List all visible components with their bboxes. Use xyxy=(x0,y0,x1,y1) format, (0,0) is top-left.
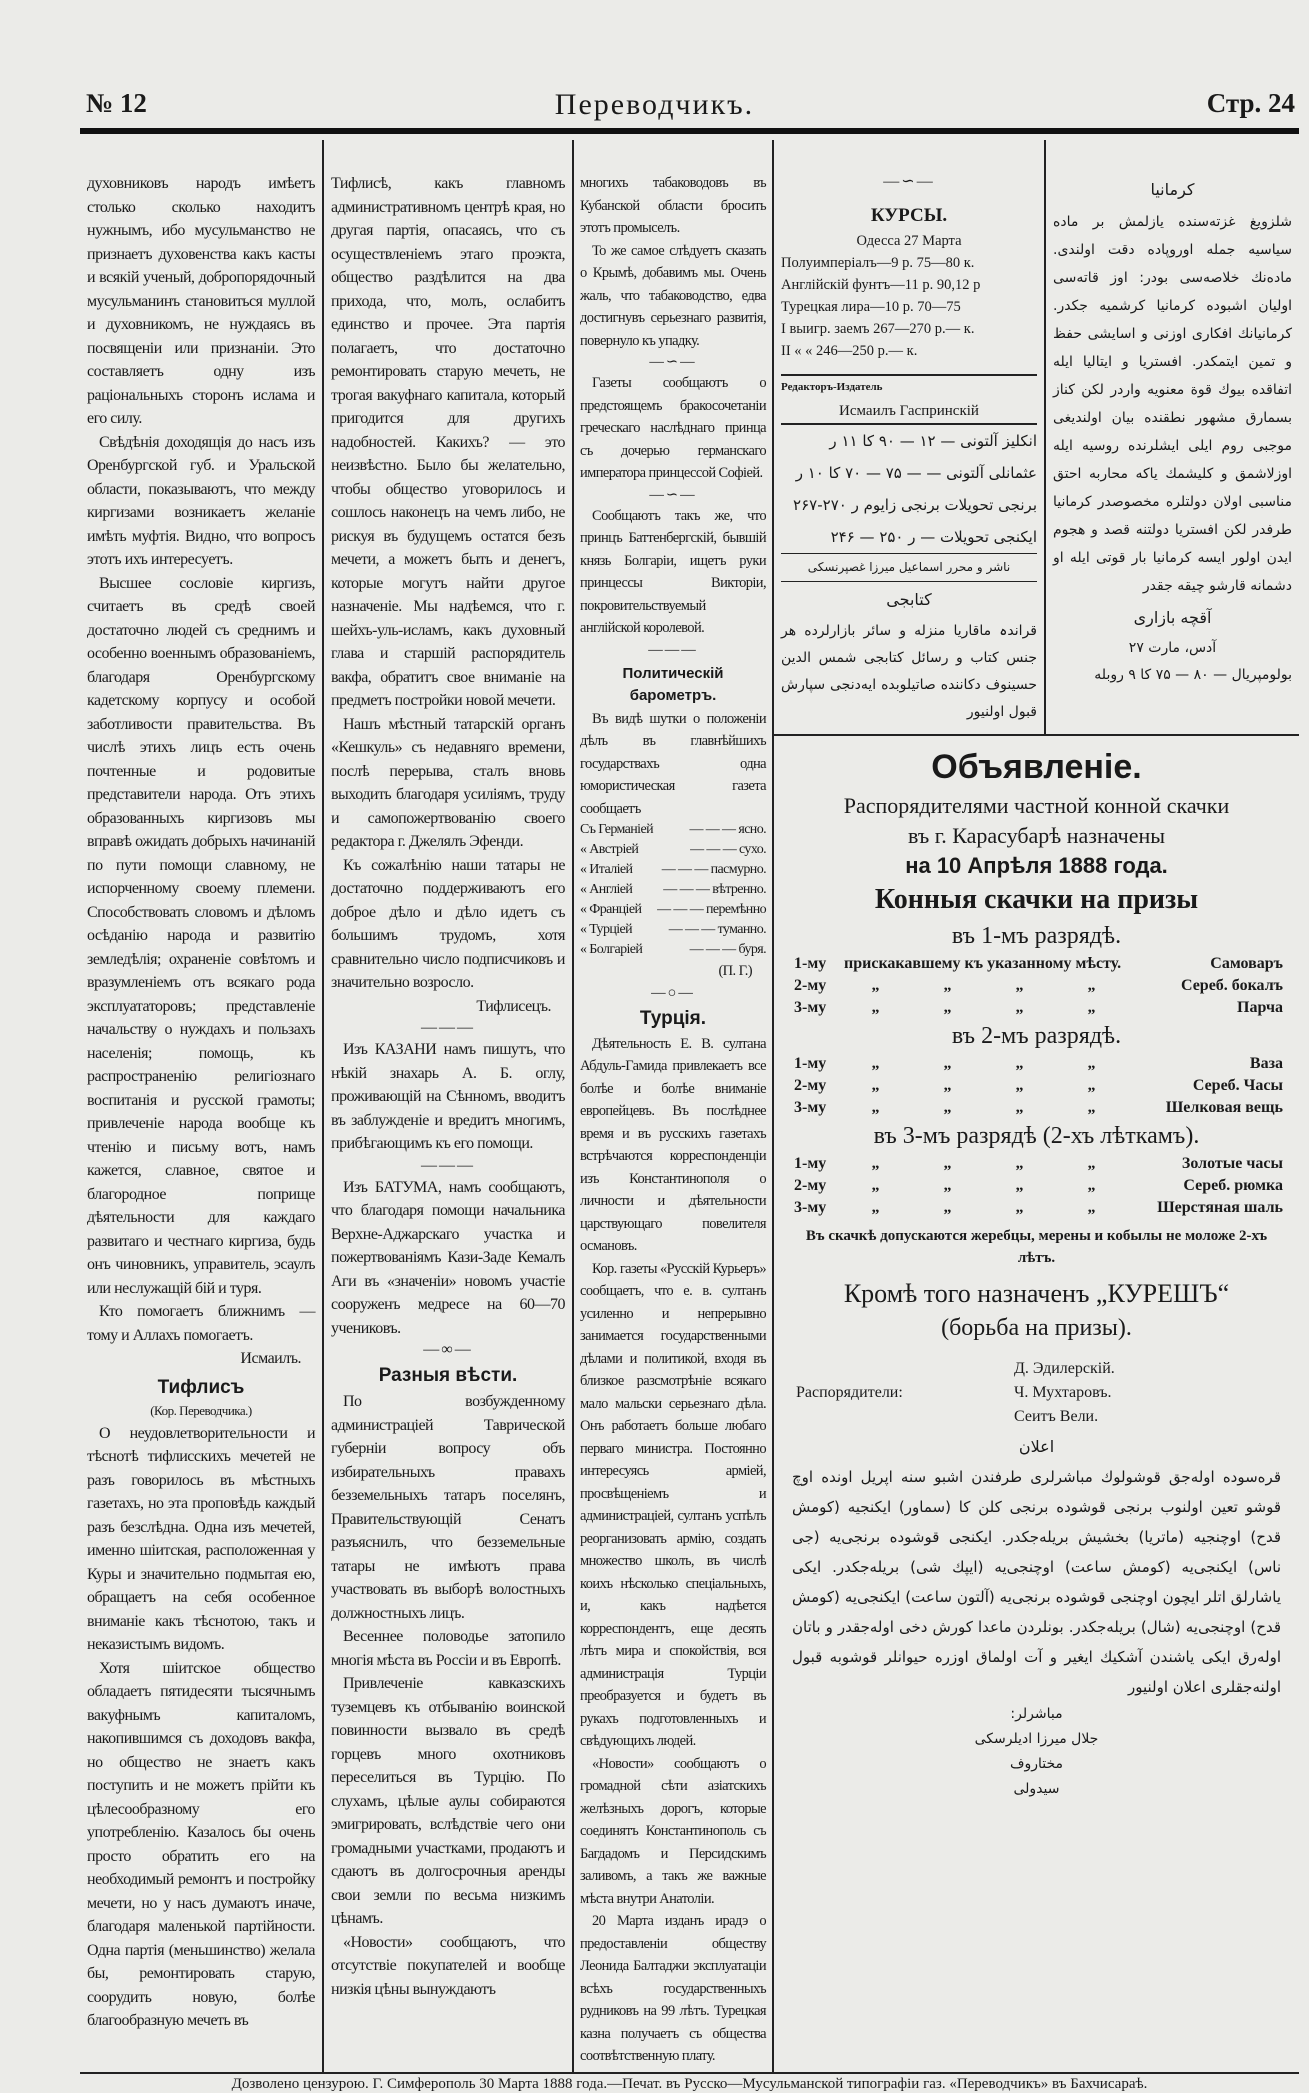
germany-text: شلزویغ غزته‌سنده یازلمش بر ماده سیاسیه جمله اوروپاده دقت اولندی. ماده‌نك خلاصه‌سی بودر: اوز قاته‌سی اولیان اشبوده کرمانیا کرشمیه جکدر. کرمانیانك افکاری اوزنی و اسایشی حفظ و تمین ایتمکدر. افستریا و ایتالیا ایله اتفاقده بیوك قوة معنویه واردر لکن کناز بسمارق مشهور نطقنده بیان اولندیغی موجبی روم ایلی ایشلرنده روسیه ایله اوزلاشمق و کلیشمك یاکه محاربه احتق مناسبی اولان دولتلره مخصوصدر کرمانیا طرفدر لکن افستریا دولتنه قصد و هجوم ایدن اولور ایسه کرمانیا بار قوتی ایله او دشمانه قارشو چیقه جقدر xyxy=(1053,213,1292,594)
article-text: Весеннее половодье затопило многія мѣста въ Россіи и въ Европѣ. xyxy=(331,1628,565,1669)
column-1 xyxy=(80,140,322,2072)
prize: Самоваръ xyxy=(1210,954,1283,972)
section-divider: —∽— xyxy=(649,486,697,503)
prize-row xyxy=(782,1197,1291,1219)
column-2 xyxy=(322,140,572,2072)
signature: Исмаилъ. xyxy=(240,1350,301,1367)
article-text: 20 Марта изданъ ирадэ о предоставленіи обществу Леонида Балтаджи эксплуатаціи всѣхъ государственныхъ рудниковъ на 99 лѣтъ. Турецкая казна получаетъ съ общества соотвѣтственную плату. xyxy=(580,1913,766,2064)
announcement-intro: Распорядителями частной конной скачки xyxy=(843,792,1230,818)
prize: Сереб. бокалъ xyxy=(1180,976,1283,994)
prize: Парча xyxy=(1237,998,1283,1016)
market-line: بولومپریال — ۸۰ — ۷۵ کا ۹ روبله xyxy=(1094,667,1292,683)
signer: جلال میرزا ادیلرسکی xyxy=(974,1730,1099,1747)
ottoman-rates xyxy=(781,425,1037,553)
article-text: Изъ КАЗАНИ намъ пишутъ, что нѣкій знахарь А. Б. оглу, проживающій на Сѣнномъ, вводитъ въ заблужденіе и вредитъ многимъ, прибѣгающимъ къ его помощи. xyxy=(331,1041,565,1152)
article-heading: Турція. xyxy=(639,1007,707,1029)
signer: سیدولی xyxy=(1013,1780,1060,1797)
weather: — — — сухо. xyxy=(690,842,766,857)
right-section xyxy=(772,140,1299,2072)
organizers-label: Распорядители: xyxy=(796,1383,903,1401)
article-text: Свѣдѣнія доходящія до насъ изъ Оренбургской губ. и Уральской области, показываютъ, что между киргизами возникаетъ желаніе имѣть муфтія. Видно, что вопросъ этотъ ихъ интересуетъ. xyxy=(87,433,315,568)
article-text: Въ видѣ шутки о положеніи дѣлъ въ главнѣйшихъ государствахъ одна юмористическая газета сообщаетъ xyxy=(580,710,766,817)
prize-row xyxy=(782,1053,1291,1075)
weather: — — — пасмурно. xyxy=(661,862,766,877)
article-text: Привлеченіе кавказскихъ туземцевъ къ отбыванію воинской повинности вызвало въ средѣ горцевъ много охотниковъ переселиться въ Турцію. По слухамъ, цѣлые аулы собираются эмигрировать, вслѣдствіе чего они громадными участками, продаютъ и сдаютъ въ долгосрочныя аренды свои земли по весьма низкимъ цѣнамъ. xyxy=(331,1675,565,1927)
bookseller-text: قراندہ ماقاریا منزله و سائر بازارلرده هر جنس کتاب و رسائل کتابجی شمس الدین حسینوف دکاننده صاتیلوبده ایه‌دنجی سپارش قبول اولنیور xyxy=(781,622,1037,720)
rate-row: Турецкая лира—10 р. 70—75 xyxy=(781,299,961,315)
ottoman-rate-row: برنجی تحویلات برنجی زایوم ر ۲۷۰-۲۶۷ xyxy=(793,496,1037,514)
prize-description: „ „ „ „ xyxy=(871,1098,1096,1116)
prize-row xyxy=(782,975,1291,997)
editor-name: Исмаилъ Гаспринскій xyxy=(781,400,1037,426)
ottoman-rate-row: عثمانلی آلتونی — — ۷۵ — ۷۰ کا ۱۰ ر xyxy=(795,464,1037,482)
masthead xyxy=(0,0,1309,140)
kuresh-sub: (борьба на призы). xyxy=(941,1314,1132,1341)
admission-text: Въ скачкѣ допускаются жеребцы, мерены и кобылы не моложе 2-хъ лѣтъ. xyxy=(805,1227,1268,1266)
announcement-date: на 10 Апрѣля 1888 года. xyxy=(905,852,1168,878)
article-heading: Разныя вѣсти. xyxy=(378,1365,518,1386)
races-heading: Конныя скачки на призы xyxy=(874,883,1199,915)
barometer-row xyxy=(580,820,766,840)
article-heading: Политическій барометръ. xyxy=(622,664,724,704)
article-text: духовниковъ народъ имѣетъ столько сколько находитъ нужнымъ, ибо мусульманство не признаетъ духовенства какъ касты и всякій ученый, добропорядочный мусульманинъ становиться муллой и духовникомъ, не нуждаясь въ посвященіи или признаніи. Это составляетъ одну изъ раціональныхъ сторонъ ислама и его силу. xyxy=(87,175,315,427)
column-3 xyxy=(572,140,772,2072)
organizer: Д. Эдилерскій. xyxy=(1014,1359,1115,1377)
country: « Болгаріей xyxy=(580,942,643,957)
announcement xyxy=(774,736,1299,1812)
prize-description: „ „ „ „ xyxy=(871,998,1096,1016)
country: « Турціей xyxy=(580,922,633,937)
country: « Англіей xyxy=(580,882,633,897)
rates-list xyxy=(781,252,1037,362)
country: Съ Германіей xyxy=(580,822,653,837)
section-divider: —○— xyxy=(651,984,695,1001)
prize: Шерстяная шаль xyxy=(1157,1198,1283,1216)
barometer-row xyxy=(580,900,766,920)
section-divider: —∽— xyxy=(883,173,935,190)
place: 3-му xyxy=(794,998,827,1016)
prize: Шелковая вещь xyxy=(1165,1098,1283,1116)
article-text: Кто помогаетъ ближнимъ — тому и Аллахъ помогаетъ. xyxy=(87,1303,315,1344)
place: 1-му xyxy=(794,1154,827,1172)
weather: — — — туманно. xyxy=(668,922,766,937)
section-divider: ——— xyxy=(648,641,698,658)
place: 2-му xyxy=(794,1176,827,1194)
signer: مختاروف xyxy=(1009,1755,1064,1772)
kuresh-line: Кромѣ того назначенъ „КУРЕШЪ“ xyxy=(843,1278,1230,1308)
article-text: «Новости» сообщаютъ о громадной сѣти азіатскихъ желѣзныхъ дорогъ, которые соединятъ Константинополь съ Багдадомъ и Персидскимъ заливомъ, а такъ же важные мѣста внутри Анатоліи. xyxy=(580,1755,766,1907)
signature: Тифлисецъ. xyxy=(476,997,551,1015)
rate-row: Полуимперіалъ—9 р. 75—80 к. xyxy=(781,255,975,271)
prize: Золотые часы xyxy=(1181,1154,1283,1172)
article-text: Тифлисѣ, какъ главномъ административномъ центрѣ края, но другая партія, опасаясь, что съ осуществленіемъ этаго проэкта, общество раздѣлится на два прихода, что, молъ, ослабитъ единство и прочее. Эта партія полагаетъ, что достаточно ремонтировать старую мечеть, не трогая вакуфнаго капитала, который пригодится для другихъ надобностей. Какихъ? — это неизвѣстно. Было бы желательно, чтобы общество уговорилось и сошлось наконецъ на чемъ либо, не рискуя въ будущемъ остатся безъ мечети, а можетъ быть и денегъ, которые могутъ найти другое назначеніе. Мы надѣемся, что г. шейхъ-уль-исламъ, какъ духовный глава и старшій распорядитель вакфа, обратитъ свое вниманіе на предметъ постройки новой мечети. xyxy=(331,175,565,709)
ottoman-announcement-heading: اعلان xyxy=(1018,1436,1055,1456)
place: 2-му xyxy=(794,1076,827,1094)
prize-row xyxy=(782,953,1291,975)
article-text: Нашъ мѣстный татарскій органъ «Кешкуль» съ недавняго времени, послѣ перерыва, сталъ вновь выходить благодаря усиліямъ, труду и самопожертвованію своего редактора г. Джелялъ Эфенди. xyxy=(331,715,565,850)
market-date: آدس، مارت ۲۷ xyxy=(1128,640,1217,656)
rate-row: I выигр. заемъ 267—270 р.— к. xyxy=(781,321,975,337)
category-title: въ 1-мъ разрядѣ. xyxy=(951,922,1122,949)
issue-number: № 12 xyxy=(86,88,147,118)
section-divider: ——— xyxy=(421,1019,475,1036)
prize-categories xyxy=(782,919,1291,1219)
organizer: Сеитъ Вели. xyxy=(1014,1407,1099,1425)
bookseller-heading: کتابجی xyxy=(886,590,932,609)
article-text: По возбужденному администраціей Таврической губерніи вопросу объ избирательныхъ правахъ безземельныхъ татаръ поселянъ, Правительствующій Сенатъ разъяснилъ, что безземельные татары не имѣютъ права участвовать въ выборѣ волостныхъ должностныхъ лицъ. xyxy=(331,1393,565,1622)
announcement-intro: въ г. Карасубарѣ назначены xyxy=(907,822,1166,848)
article-text: О неудовлетворительности и тѣснотѣ тифлисскихъ мечетей не разъ говорилось въ мѣстныхъ газетахъ, но эта проповѣдь каждый разъ безслѣдна. Одна изъ мечетей, именно шіитская, расположенная у Куры и значительно подмытая ею, обращаетъ на себя особенное вниманіе какъ тѣснотою, такъ и неказистымъ видомъ. xyxy=(87,1424,315,1653)
rate-row: Англійскій фунтъ—11 р. 90,12 р xyxy=(781,277,981,293)
weather: — — — ясно. xyxy=(689,822,766,837)
rate-row: II « « 246—250 р.— к. xyxy=(781,343,918,359)
place: 1-му xyxy=(794,1054,827,1072)
prize-row xyxy=(782,1075,1291,1097)
column-4 xyxy=(774,140,1044,734)
prize: Сереб. Часы xyxy=(1192,1076,1283,1094)
section-divider: ——— xyxy=(421,1156,475,1174)
barometer-row xyxy=(580,920,766,940)
right-top xyxy=(774,140,1299,736)
article-text: Высшее сословіе киргизъ, считаетъ въ средѣ своей достаточно людей съ среднимъ и особенно военнымъ образованіемъ, благодаря Оренбургскому кадетскому корпусу и особой заботливости правительства. Въ числѣ этихъ лицъ есть очень почтенные и родовитые представители народа. Отъ этихъ образованныхъ киргизовъ мы вправѣ ожидать добрыхъ начинаній по пути помощи славному, не испорченному своему племени. Способствовать словомъ и дѣломъ осѣданію народа и развитію земледѣлія; охраненіе совѣтомъ и вразумленіемъ отъ всякаго рода эксплуататоровъ; представленіе начальству о нуждахъ и пользахъ населенія; помощь, къ распространенію религіознаго воспитанія и русской грамоты; привлеченіе народа вообще къ чтенію и письму вотъ, намъ кажется, славное, святое и благородное поприще дѣятельности для каждаго развитаго и честнаго киргиза, будь онъ чиновникъ, управитель, эсаулъ или неслужащій бій и туря. xyxy=(87,574,315,1297)
page-body xyxy=(80,140,1299,2072)
place: 1-му xyxy=(794,954,827,972)
barometer-row xyxy=(580,940,766,960)
category-title: въ 2-мъ разрядѣ. xyxy=(951,1022,1122,1049)
barometer-row xyxy=(580,880,766,900)
barometer-row xyxy=(580,840,766,860)
section-divider: —∽— xyxy=(649,354,697,370)
weather: — — — буря. xyxy=(689,942,766,957)
country: « Австріей xyxy=(580,842,639,857)
signers-label: مباشرلر: xyxy=(1010,1705,1063,1722)
prize-row xyxy=(782,1153,1291,1175)
publisher-line: ناشر و محرر اسماعیل میرزا غصپرنسکی xyxy=(781,553,1037,582)
header-rule xyxy=(80,128,1299,134)
page-number: Стр. 24 xyxy=(1206,88,1295,118)
place: 3-му xyxy=(794,1198,827,1216)
prize-description: „ „ „ „ xyxy=(871,1198,1096,1216)
barometer-row xyxy=(580,860,766,880)
article-text: Кор. газеты «Русскій Курьеръ» сообщаетъ, что е. в. султанъ усиленно и непрерывно занимается государственными дѣлами и политикой, входя въ близкое разсмотрѣніе всякаго мало мальски серьезнаго дѣла. Онъ работаетъ больше любаго перваго министра. Постоянно интересуясь арміей, просвѣщеніемъ и администраціей, султанъ успѣлъ реорганизовать армію, создать множество школъ, въ числѣ коихъ нѣсколько спеціальныхъ, и, какъ надѣется корреспондентъ, еще десять лѣтъ мира и спокойствія, вся администрація Турціи преобразуется и будетъ въ рукахъ подготовленныхъ и свѣдующихъ людей. xyxy=(580,1260,766,1749)
place: 3-му xyxy=(794,1098,827,1116)
article-text: Хотя шіитское общество обладаетъ пятидесяти тысячнымъ вакуфнымъ капиталомъ, накопившимся съ доходовъ вакфа, но общество не знаетъ какъ поступить и не можетъ прійти къ цѣлесообразному его употребленію. Казалось бы очень просто обратить его на необходимый ремонтъ и постройку мечети, но у насъ думаютъ иначе, благодаря маленькой партійности. Одна партія (меньшинство) желала бы, ремонтировать старую, соорудить новую, болѣе благообразную мечеть въ xyxy=(87,1659,315,2029)
newspaper-title: Переводчикъ. xyxy=(554,88,755,121)
country: « Италіей xyxy=(580,862,633,877)
article-text: Дѣятельность Е. В. султана Абдуль-Гамида привлекаетъ все болѣе и болѣе вниманіе европейцевъ. Въ послѣднее время и въ русскихъ газетахъ встрѣчаются корреспонденціи изъ Константинополя о личности и дѣятельности царствующаго повелителя османовъ. xyxy=(580,1035,766,1254)
category-title: въ 3-мъ разрядѣ (2-хъ лѣткамъ). xyxy=(873,1122,1200,1149)
prize: Ваза xyxy=(1249,1054,1283,1072)
organizer: Ч. Мухтаровъ. xyxy=(1014,1383,1112,1401)
prize-description: „ „ „ „ xyxy=(871,1076,1096,1094)
country: « Франціей xyxy=(580,902,642,917)
signature: (П. Г.) xyxy=(718,963,752,979)
censorship-footer: Дозволено цензурою. Г. Симферополь 30 Марта 1888 года.—Печат. въ Русско—Мусульманской типографіи газ. «Переводчикъ» въ Бахчисараѣ. xyxy=(80,2072,1299,2093)
prize-row xyxy=(782,1097,1291,1119)
article-heading: Тифлисъ xyxy=(157,1376,245,1398)
prize-description: „ „ „ „ xyxy=(871,1154,1096,1172)
prize-description: „ „ „ „ xyxy=(871,1176,1096,1194)
article-text: многихъ табаководовъ въ Кубанской области бросить этотъ промыселъ. xyxy=(580,175,766,236)
prize-description: прискакавшему къ указанному мѣсту. xyxy=(844,954,1122,972)
prize-row xyxy=(782,1175,1291,1197)
rates-heading: КУРСЫ. xyxy=(870,205,948,226)
article-text: То же самое слѣдуетъ сказать о Крымѣ, добавимъ мы. Очень жаль, что табаководство, едва достигнувъ серьезнаго развитія, повернуло къ упадку. xyxy=(580,242,766,349)
editor-label: Редакторъ-Издатель xyxy=(781,374,1037,400)
weather: — — — вѣтренно. xyxy=(663,882,766,897)
place: 2-му xyxy=(794,976,827,994)
weather: — — — перемѣнно xyxy=(657,902,766,917)
column-5 xyxy=(1044,140,1299,734)
rates-date: Одесса 27 Марта xyxy=(856,233,962,249)
article-text: Изъ БАТУМА, намъ сообщаютъ, что благодаря помощи начальника Верхне-Аджарскаго участка и пожертвованіямъ Кази-Заде Кемалъ Аги въ «значеніи» новомъ участіе сооруженъ медресе на 60—70 учениковъ. xyxy=(331,1178,565,1337)
ottoman-rate-row: ایکنجی تحویلات — ر ۲۵۰ — ۲۴۶ xyxy=(830,528,1037,546)
prize-description: „ „ „ „ xyxy=(871,1054,1096,1072)
prize-row xyxy=(782,997,1291,1019)
market-heading: آقچه بازاری xyxy=(1133,607,1212,627)
article-text: «Новости» сообщаютъ, что отсутствіе покупателей и вообще низкія цѣны вынуждаютъ xyxy=(331,1933,565,1998)
section-divider: —∞— xyxy=(423,1341,473,1358)
article-subheading: (Кор. Переводчика.) xyxy=(150,1402,252,1418)
prize: Сереб. рюмка xyxy=(1183,1176,1283,1194)
germany-heading: کرمانیا xyxy=(1150,180,1195,199)
ottoman-announcement-text: قره‌سوده اوله‌جق قوشولوك مباشرلری طرفندن اشبو سنه اپریل اونده اوچ قوشو تعین اولنوب برنجی قوشوده برنجی کلن کا (سماور) ایکنجیه (کومش قدح) اوچنجیه (ماتریا) بخشیش بریله‌جکدر. ایکنجی قوشوده برنجی‌یه (جی ناس) ایکنجی‌یه (کومش ساعت) اوچنجی‌یه (ایپك شی) بریله‌جکدر. ایکی یاشارلق اتلر ایچون اوچنجی قوشوده برنجی‌یه (آلتون ساعت) ایکنجی‌یه (کومش قدح) اوچنجی‌یه (شال) بریله‌جکدر. بونلردن ماعدا کورش دخی اوله‌جقدر و باتان اوله‌رق ایکی یاشندن آشکیك ایغیر و آت اولماق اوزره حیوانلر قوشوبه قبول اولنه‌جقلری اعلان اولنیور xyxy=(792,1467,1281,1696)
prize-description: „ „ „ „ xyxy=(871,976,1096,994)
article-text: Къ сожалѣнію наши татары не достаточно поддерживаютъ его доброе дѣло и дѣло идетъ съ большимъ трудомъ, хотя сравнительно число подписчиковъ и значительно возросло. xyxy=(331,856,565,991)
ottoman-rate-row: انکلیز آلتونی — ۱۲ — ۹۰ کا ۱۱ ر xyxy=(829,432,1037,450)
barometer-list xyxy=(580,820,766,960)
article-text: Газеты сообщаютъ о предстоящемъ бракосочетаніи греческаго наслѣднаго принца съ дочерью германскаго императора принцессой Софіей. xyxy=(580,375,766,481)
article-text: Сообщаютъ такъ же, что принцъ Баттенбергскій, бывшій князь Болгаріи, ищетъ руки принцессы Викторіи, покровительствуемый англійской королевой. xyxy=(580,507,766,636)
announcement-title: Объявленіе. xyxy=(931,747,1142,786)
